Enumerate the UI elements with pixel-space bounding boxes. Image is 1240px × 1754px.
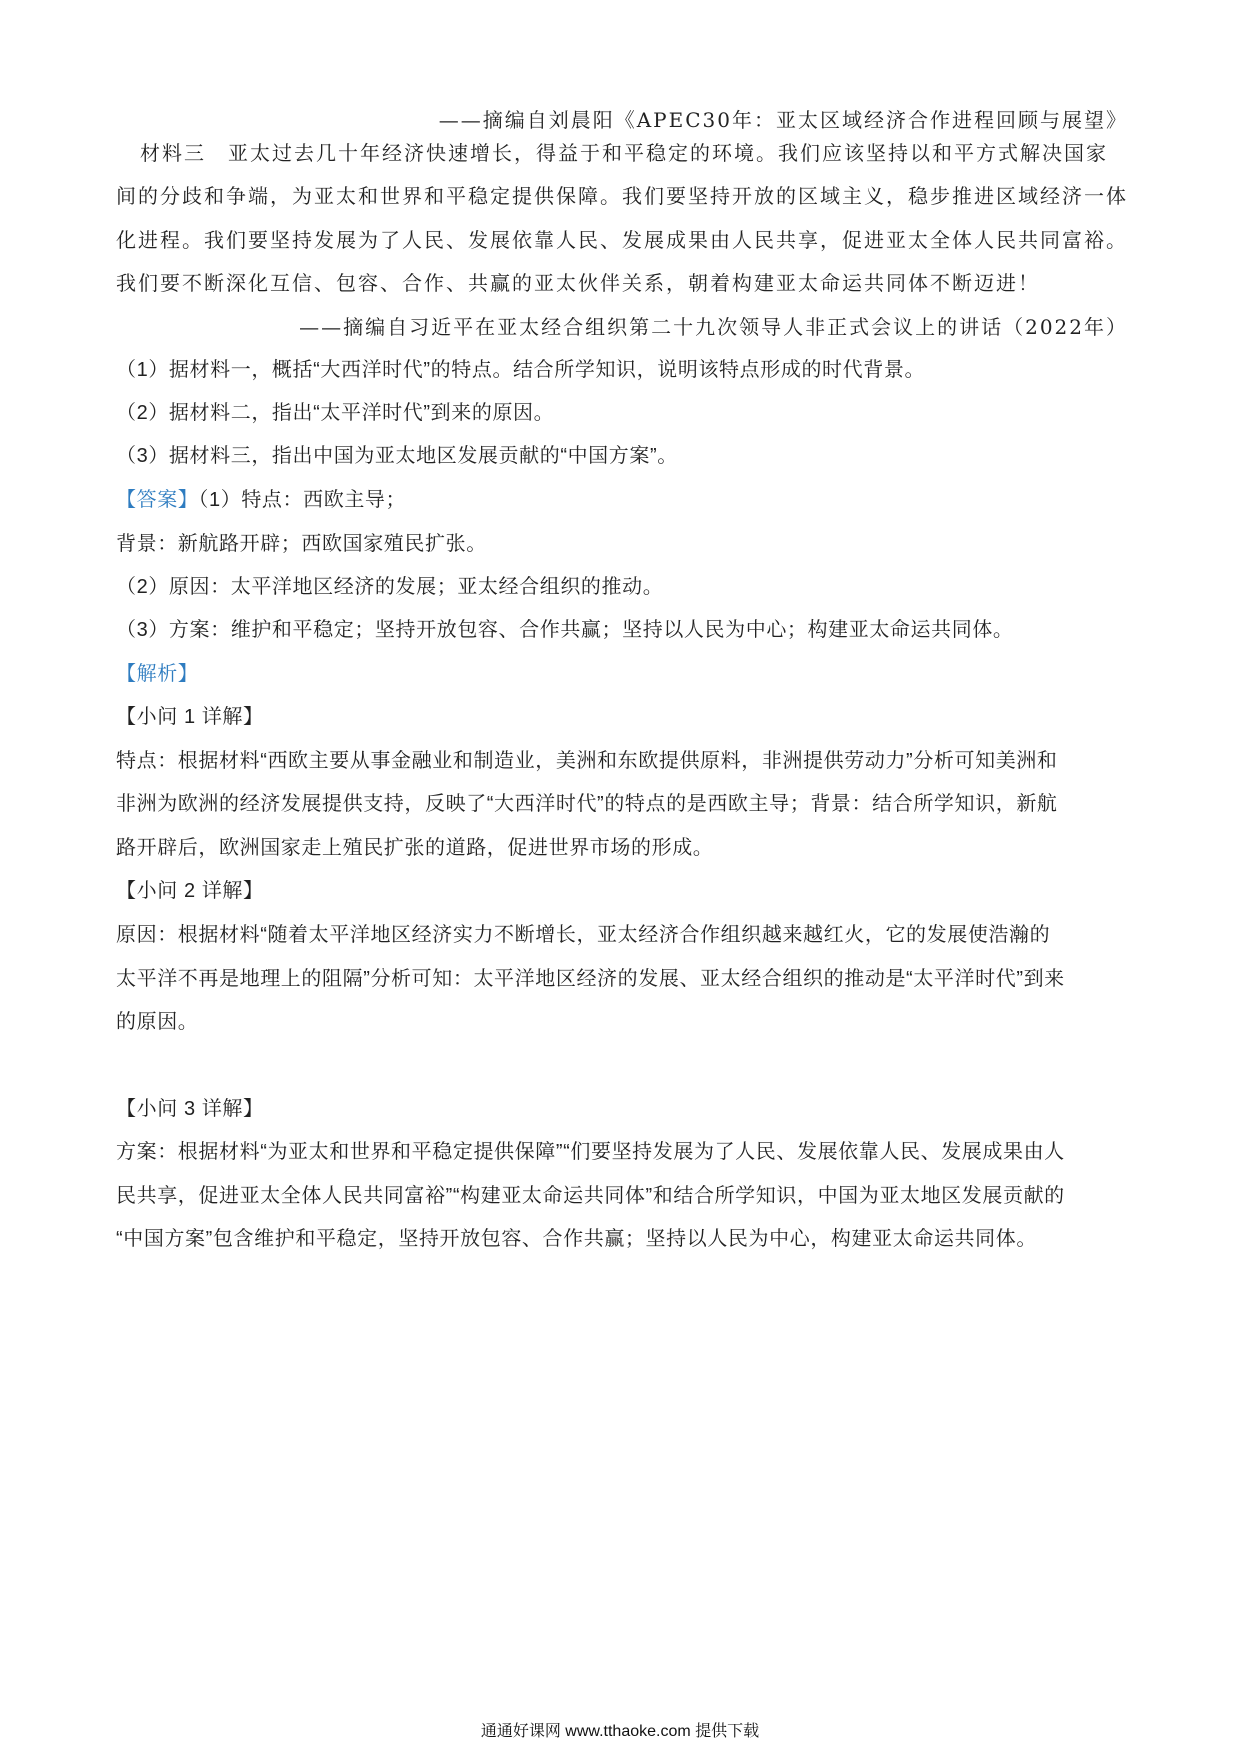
answer-label: 【答案】 xyxy=(116,489,199,511)
page-footer: 通通好课网 www.tthaoke.com 提供下载 xyxy=(480,1723,760,1740)
sub1-line-3: 路开辟后，欧洲国家走上殖民扩张的道路，促进世界市场的形成。 xyxy=(116,837,714,859)
sub3-line-2: 民共享，促进亚太全体人民共同富裕”“构建亚太命运共同体”和结合所学知识，中国为亚太地区发展贡献的 xyxy=(116,1185,1065,1207)
sub2-title: 【小问 2 详解】 xyxy=(116,880,264,902)
sub3-line-1: 方案：根据材料“为亚太和世界和平稳定提供保障”“们要坚持发展为了人民、发展依靠人民、发展成果由人 xyxy=(116,1141,1065,1163)
material3-line-3: 化进程。我们要坚持发展为了人民、发展依靠人民、发展成果由人民共享，促进亚太全体人民共同富裕。 xyxy=(116,228,1128,252)
sub2-line-3: 的原因。 xyxy=(116,1011,199,1033)
sub3-line-3: “中国方案”包含维护和平稳定，坚持开放包容、合作共赢；坚持以人民为中心，构建亚太命运共同体。 xyxy=(116,1228,1037,1250)
analysis-label: 【解析】 xyxy=(116,663,199,685)
question-2: （2）据材料二，指出“太平洋时代”到来的原因。 xyxy=(116,402,555,424)
answer-line-3: （2）原因：太平洋地区经济的发展；亚太经合组织的推动。 xyxy=(116,576,664,598)
material3-line-2: 间的分歧和争端，为亚太和世界和平稳定提供保障。我们要坚持开放的区域主义，稳步推进区域经济一体 xyxy=(116,184,1128,208)
material2-source: ——摘编自刘晨阳《APEC30年：亚太区域经济合作进程回顾与展望》 xyxy=(438,108,1128,132)
answer-line-2: 背景：新航路开辟；西欧国家殖民扩张。 xyxy=(116,533,487,555)
question-1: （1）据材料一，概括“大西洋时代”的特点。结合所学知识，说明该特点形成的时代背景。 xyxy=(116,359,926,381)
answer-first: （1）特点：西欧主导； xyxy=(198,489,407,511)
material3-source: ——摘编自习近平在亚太经合组织第二十九次领导人非正式会议上的讲话（2022年） xyxy=(299,315,1128,339)
sub2-line-2: 太平洋不再是地理上的阻隔”分析可知：太平洋地区经济的发展、亚太经合组织的推动是“太平洋时代”到来 xyxy=(116,968,1065,990)
question-3: （3）据材料三，指出中国为亚太地区发展贡献的“中国方案”。 xyxy=(116,445,678,467)
material3-line-4: 我们要不断深化互信、包容、合作、共赢的亚太伙伴关系，朝着构建亚太命运共同体不断迈进！ xyxy=(116,271,1040,295)
sub1-line-1: 特点：根据材料“西欧主要从事金融业和制造业，美洲和东欧提供原料，非洲提供劳动力”分析可知美洲和 xyxy=(116,750,1058,772)
answer-line-1 xyxy=(116,487,1128,513)
sub1-title: 【小问 1 详解】 xyxy=(116,706,264,728)
sub3-title: 【小问 3 详解】 xyxy=(116,1098,264,1120)
answer-line-4: （3）方案：维护和平稳定；坚持开放包容、合作共赢；坚持以人民为中心；构建亚太命运共同体。 xyxy=(116,619,1014,641)
sub2-line-1: 原因：根据材料“随着太平洋地区经济实力不断增长，亚太经济合作组织越来越红火，它的发展使浩瀚的 xyxy=(116,924,1051,946)
sub1-line-2: 非洲为欧洲的经济发展提供支持，反映了“大西洋时代”的特点的是西欧主导；背景：结合所学知识，新航 xyxy=(116,793,1058,815)
material3-line-1: 材料三 亚太过去几十年经济快速增长，得益于和平稳定的环境。我们应该坚持以和平方式解决国家 xyxy=(140,141,1108,165)
